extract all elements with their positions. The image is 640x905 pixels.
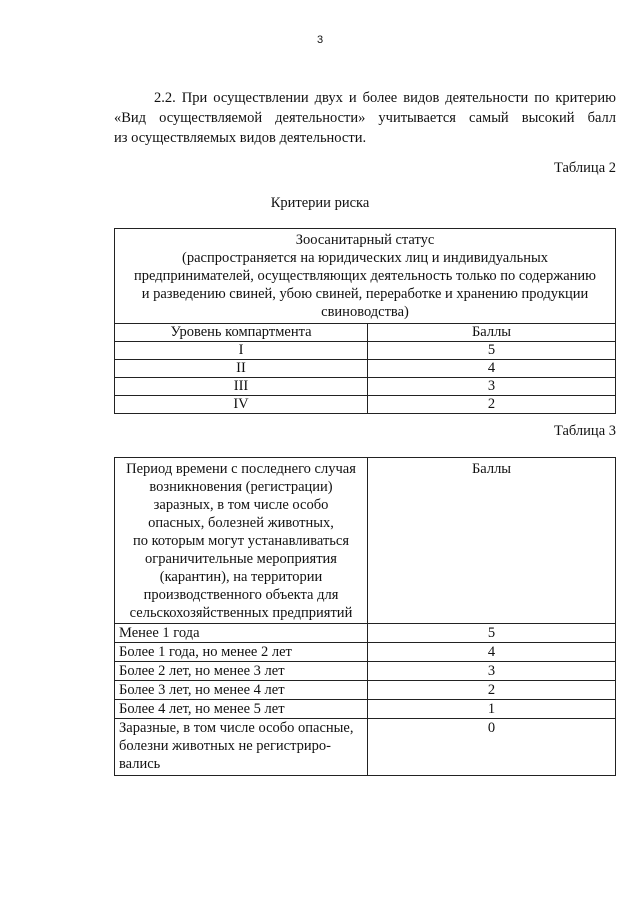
header-line: Период времени с последнего случая	[126, 461, 356, 477]
header-line: (распространяется на юридических лиц и индивидуальных	[182, 250, 548, 266]
table-row	[115, 378, 616, 396]
header-line: возникновения (регистрации)	[149, 479, 333, 495]
score-cell: 2	[368, 396, 616, 414]
header-line: свиноводства)	[321, 304, 409, 320]
paragraph-2-2	[114, 88, 616, 148]
table-row	[115, 342, 616, 360]
level-cell: IV	[115, 396, 368, 414]
header-line: сельскохозяйственных предприятий	[129, 605, 353, 621]
score-cell: 3	[368, 378, 616, 396]
header-line: заразных, в том числе особо	[153, 497, 329, 513]
header-line: и разведению свиней, убою свиней, переработке и хранению продукции	[141, 286, 589, 302]
header-line: (карантин), на территории	[159, 569, 323, 585]
table-row	[115, 719, 616, 776]
table-row	[115, 360, 616, 378]
paragraph-line: «Вид осуществляемой деятельности» учитывается самый высокий балл	[114, 110, 616, 126]
table-row	[115, 681, 616, 700]
paragraph-line: 2.2. При осуществлении двух и более видов деятельности по критерию	[154, 90, 616, 106]
period-cell-not-registered	[115, 719, 368, 776]
score-cell: 4	[368, 360, 616, 378]
score-cell: 2	[368, 681, 616, 700]
header-line: ограничительные мероприятия	[145, 551, 337, 567]
table-header-row	[115, 458, 616, 624]
cell-line: вались	[119, 756, 161, 772]
period-cell: Менее 1 года	[115, 624, 368, 643]
period-cell: Более 1 года, но менее 2 лет	[115, 643, 368, 662]
score-cell: 5	[368, 342, 616, 360]
table-row	[115, 624, 616, 643]
period-header-cell	[115, 458, 368, 624]
level-cell: III	[115, 378, 368, 396]
score-cell: 4	[368, 643, 616, 662]
level-cell: I	[115, 342, 368, 360]
score-cell: 1	[368, 700, 616, 719]
table-row	[115, 396, 616, 414]
table3-caption: Таблица 3	[553, 423, 616, 439]
score-cell: 0	[368, 719, 616, 776]
page-number: 3	[316, 34, 324, 46]
column-header-score: Баллы	[368, 324, 616, 342]
table-row	[115, 662, 616, 681]
column-header-level: Уровень компартмента	[115, 324, 368, 342]
disease-period-table	[114, 457, 616, 776]
period-cell: Более 4 лет, но менее 5 лет	[115, 700, 368, 719]
zoosanitary-status-header	[115, 229, 616, 324]
paragraph-line: из осуществляемых видов деятельности.	[114, 130, 367, 146]
table2-title: Критерии риска	[270, 195, 370, 211]
period-cell: Более 2 лет, но менее 3 лет	[115, 662, 368, 681]
period-cell: Более 3 лет, но менее 4 лет	[115, 681, 368, 700]
table-column-header-row	[115, 324, 616, 342]
header-line: предпринимателей, осуществляющих деятельность только по содержанию	[133, 268, 597, 284]
table-header-row	[115, 229, 616, 324]
risk-criteria-table	[114, 228, 616, 414]
score-cell: 5	[368, 624, 616, 643]
table2-caption: Таблица 2	[553, 160, 616, 176]
header-line: по которым могут устанавливаться	[132, 533, 350, 549]
table-row	[115, 643, 616, 662]
score-header-cell: Баллы	[368, 458, 616, 624]
cell-line: болезни животных не регистриро-	[119, 738, 331, 754]
header-line: производственного объекта для	[143, 587, 339, 603]
cell-line: Заразные, в том числе особо опасные,	[119, 720, 354, 736]
table-row	[115, 700, 616, 719]
level-cell: II	[115, 360, 368, 378]
score-cell: 3	[368, 662, 616, 681]
header-line: Зоосанитарный статус	[295, 232, 435, 248]
header-line: опасных, болезней животных,	[148, 515, 334, 531]
